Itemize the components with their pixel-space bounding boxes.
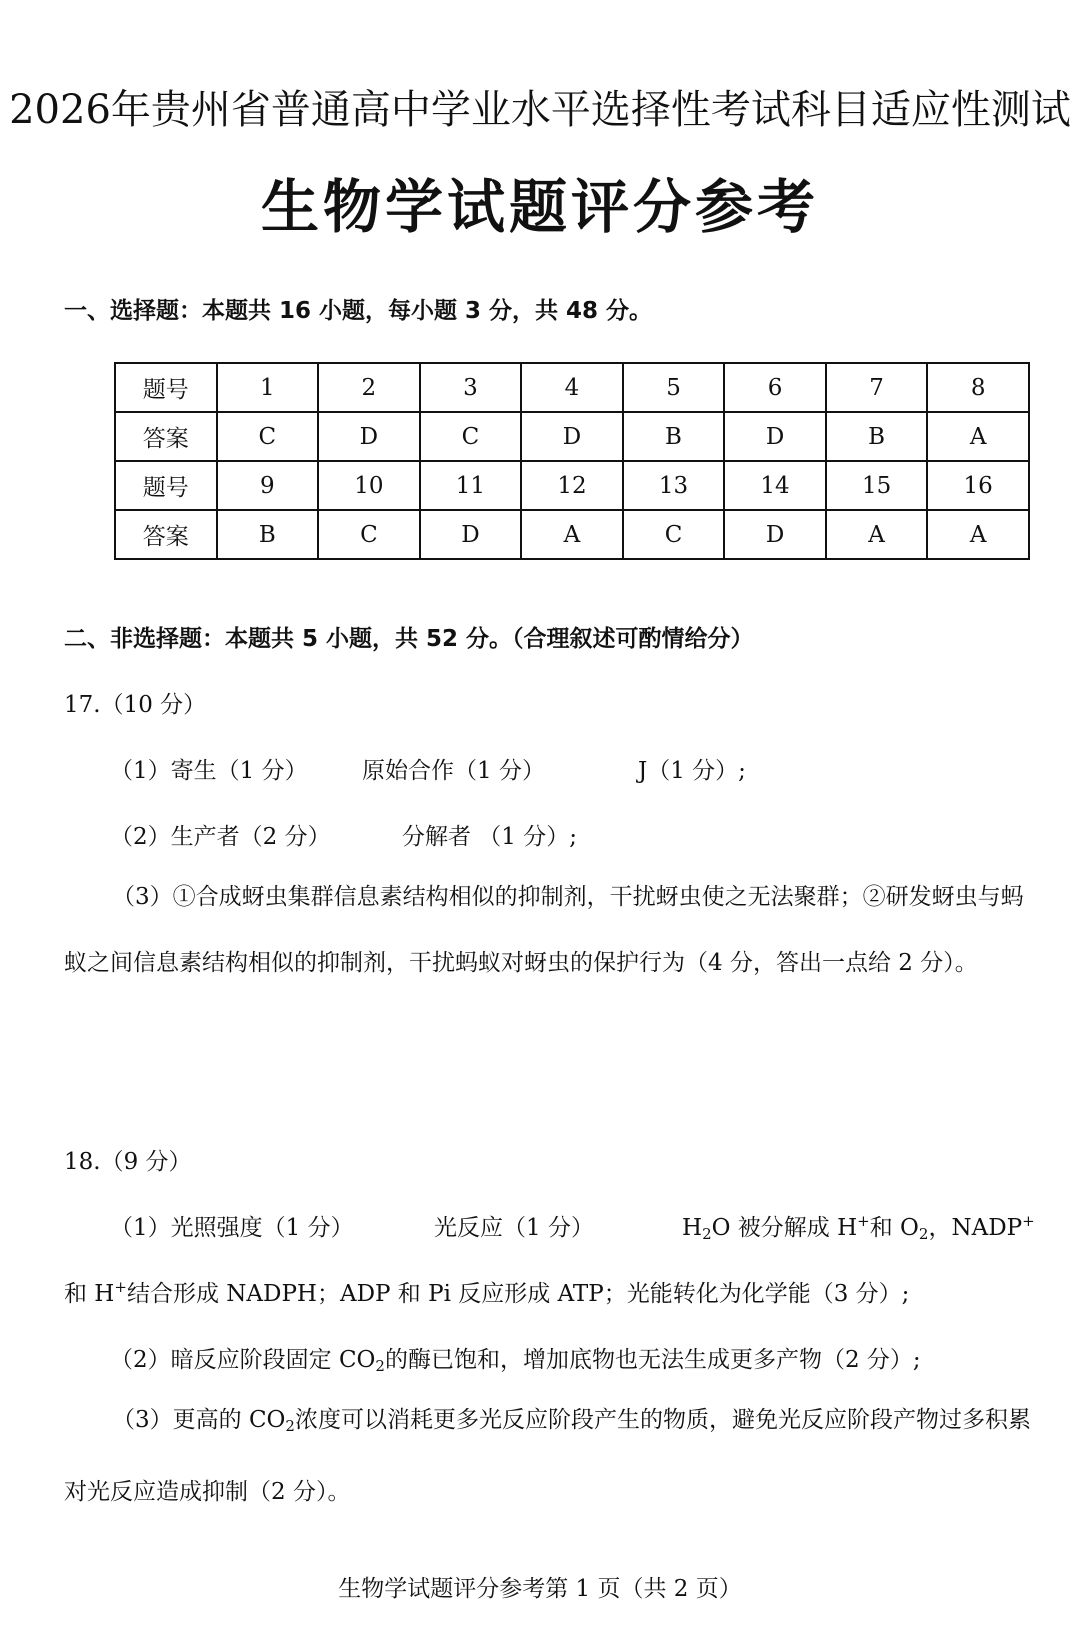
row-label: 题号: [115, 461, 217, 510]
q17-answer-1c: J（1 分）;: [638, 758, 746, 784]
q18-text: 浓度可以消耗更多光反应阶段产生的物质，避免光反应阶段产物过多积累对光反应造成抑制（2 分）。: [64, 1407, 1031, 1505]
question-number: 1: [217, 363, 319, 412]
q18-subscript: 2: [702, 1225, 712, 1243]
question-number: 7: [826, 363, 928, 412]
q18-superscript: +: [857, 1212, 870, 1230]
q17-answer-1b: 原始合作（1 分）: [362, 758, 545, 784]
page-title: 生物学试题评分参考: [260, 173, 819, 241]
answer-cell: C: [420, 412, 522, 461]
q17-answer-1a: （1）寄生（1 分）: [110, 758, 308, 784]
q18-subscript: 2: [375, 1357, 385, 1375]
answer-cell: A: [927, 510, 1029, 559]
q18-answer-1d: [64, 1275, 909, 1308]
q18-answer-1b: 光反应（1 分）: [434, 1215, 594, 1241]
answer-cell: D: [724, 510, 826, 559]
exam-title: 2026年贵州省普通高中学业水平选择性考试科目适应性测试: [9, 87, 1071, 133]
q17-label: 17.（10 分）: [64, 692, 207, 718]
q18-text: O 被分解成 H: [711, 1215, 858, 1241]
answer-cell: D: [420, 510, 522, 559]
row-label: 答案: [115, 510, 217, 559]
row-label: 题号: [115, 363, 217, 412]
q17-answer-2b: 分解者 （1 分）;: [402, 824, 578, 850]
answer-cell: C: [318, 510, 420, 559]
question-number: 5: [623, 363, 725, 412]
question-number: 4: [521, 363, 623, 412]
section-2-label: 二、非选择题：: [64, 626, 225, 652]
q18-text: ，NADP: [928, 1215, 1023, 1241]
q18-superscript: +: [1022, 1212, 1035, 1230]
q18-text: 结合形成 NADPH；ADP 和 Pi 反应形成 ATP；光能转化为化学能（3 分）;: [126, 1281, 910, 1307]
q18-answer-2: [110, 1341, 921, 1375]
section-1-description: 本题共 16 小题，每小题 3 分，共 48 分。: [202, 298, 653, 324]
question-number: 8: [927, 363, 1029, 412]
q17-answer-2a: （2）生产者（2 分）: [110, 824, 331, 850]
answer-table: [114, 362, 1030, 560]
section-1-label: 一、选择题：: [64, 298, 202, 324]
answer-cell: A: [826, 510, 928, 559]
answer-cell: C: [217, 412, 319, 461]
q18-answer-3: [64, 1387, 1032, 1525]
answer-cell: A: [927, 412, 1029, 461]
question-number: 13: [623, 461, 725, 510]
question-number: 6: [724, 363, 826, 412]
q18-text: （3）更高的 CO: [112, 1407, 286, 1433]
answer-cell: B: [217, 510, 319, 559]
q18-subscript: 2: [918, 1225, 929, 1243]
question-number: 3: [420, 363, 522, 412]
answer-cell: D: [724, 412, 826, 461]
question-number: 11: [420, 461, 522, 510]
section-1-heading: [64, 292, 652, 325]
table-row: [115, 461, 1029, 510]
question-number: 2: [318, 363, 420, 412]
q18-subscript: 2: [285, 1417, 295, 1435]
answer-cell: A: [521, 510, 623, 559]
q18-text: （2）暗反应阶段固定 CO: [110, 1347, 376, 1373]
table-row: [115, 363, 1029, 412]
q18-answer-1a: （1）光照强度（1 分）: [110, 1215, 354, 1241]
q18-text: 的酶已饱和，增加底物也无法生成更多产物（2 分）;: [384, 1347, 921, 1373]
q18-superscript: +: [114, 1278, 127, 1296]
answer-cell: B: [623, 412, 725, 461]
q18-text: 和 O: [869, 1215, 919, 1241]
q18-answer-1c: [682, 1209, 1035, 1243]
page-footer: 生物学试题评分参考第 1 页（共 2 页）: [338, 1576, 742, 1602]
q18-label: 18.（9 分）: [64, 1149, 192, 1175]
question-number: 14: [724, 461, 826, 510]
question-number: 16: [927, 461, 1029, 510]
section-2-description: 本题共 5 小题，共 52 分。（合理叙述可酌情给分）: [225, 626, 754, 652]
table-row: [115, 510, 1029, 559]
q18-text: 和 H: [64, 1281, 115, 1307]
table-row: [115, 412, 1029, 461]
row-label: 答案: [115, 412, 217, 461]
question-number: 9: [217, 461, 319, 510]
answer-cell: D: [318, 412, 420, 461]
question-number: 15: [826, 461, 928, 510]
answer-cell: D: [521, 412, 623, 461]
answer-cell: C: [623, 510, 725, 559]
q17-answer-3: （3）①合成蚜虫集群信息素结构相似的抑制剂，干扰蚜虫使之无法聚群；②研发蚜虫与蚂蚁之间信息素结构相似的抑制剂，干扰蚂蚁对蚜虫的保护行为（4 分，答出一点给 2 分）。: [64, 884, 1024, 976]
answer-cell: B: [826, 412, 928, 461]
q18-text: H: [682, 1215, 703, 1241]
section-2-heading: [64, 620, 754, 653]
question-number: 12: [521, 461, 623, 510]
question-number: 10: [318, 461, 420, 510]
